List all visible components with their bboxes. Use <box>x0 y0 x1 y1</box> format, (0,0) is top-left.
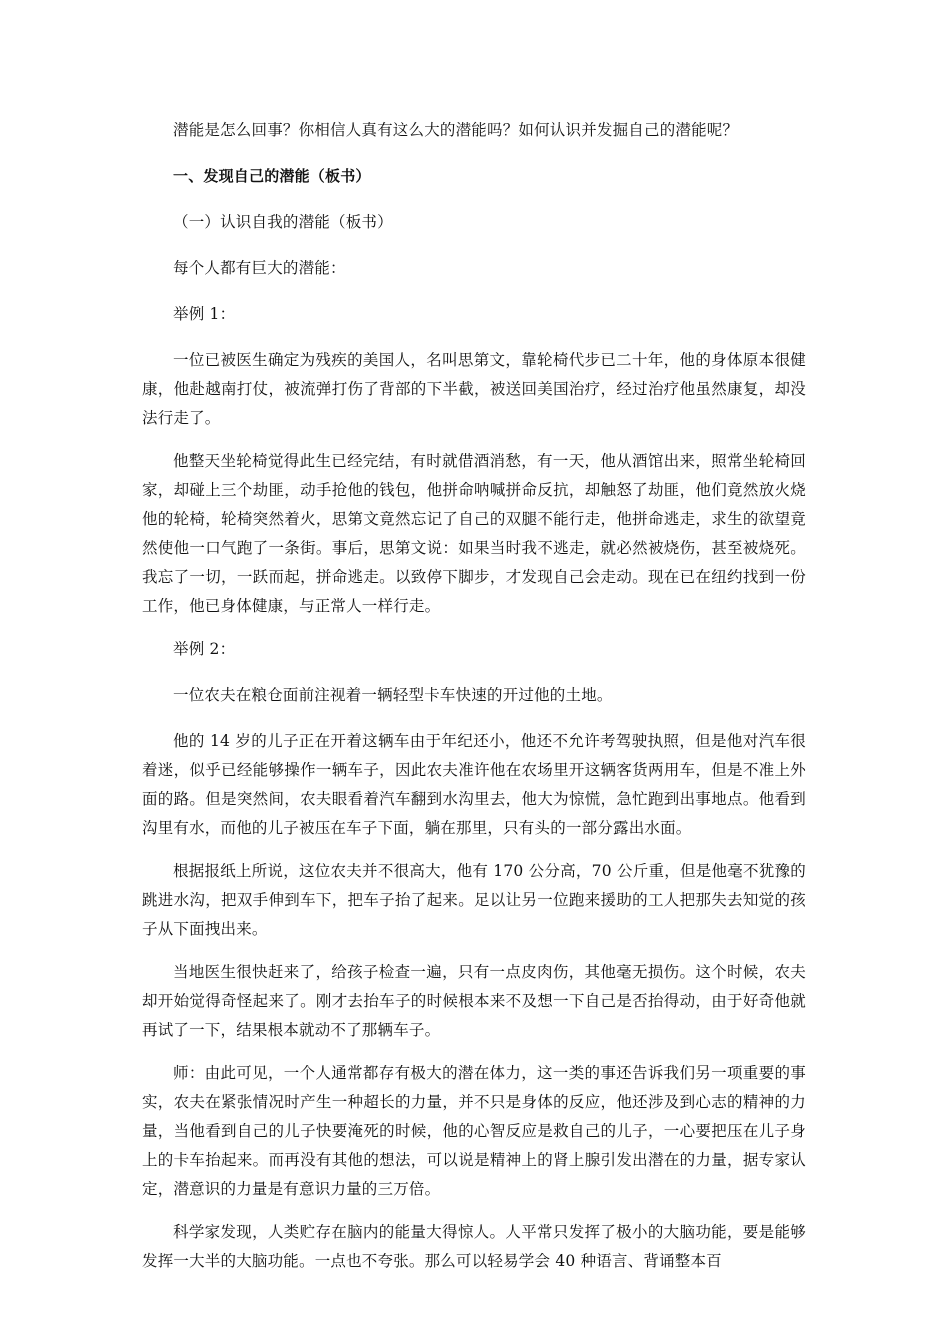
example-2-label: 举例 2： <box>173 640 236 658</box>
paragraph-potential-statement: 每个人都有巨大的潜能： <box>173 259 346 277</box>
subsection-heading: （一）认识自我的潜能（板书） <box>173 213 393 231</box>
paragraph-doctor-check: 当地医生很快赶来了，给孩子检查一遍，只有一点皮肉伤，其他毫无损伤。这个时候，农夫却开始觉得奇怪起来了。刚才去抬车子的时候根本来不及想一下自己是否抬得动，由于好奇他就再试了一下，结果根本就动不了那辆车子。 <box>142 963 806 1039</box>
paragraph-example-1-intro: 一位已被医生确定为残疾的美国人，名叫思第文，靠轮椅代步已二十年，他的身体原本很健康，他赴越南打仗，被流弹打伤了背部的下半截，被送回美国治疗，经过治疗他虽然康复，却没法行走了。 <box>142 351 806 427</box>
paragraph-example-2-intro: 一位农夫在粮仓面前注视着一辆轻型卡车快速的开过他的土地。 <box>173 686 613 704</box>
section-heading: 一、发现自己的潜能（板书） <box>173 167 371 185</box>
paragraph-teacher-summary: 师：由此可见，一个人通常都存有极大的潜在体力，这一类的事还告诉我们另一项重要的事实，农夫在紧张情况时产生一种超长的力量，并不只是身体的反应，他还涉及到心志的精神的力量，当他看到自己的儿子快要淹死的时候，他的心智反应是救自己的儿子，一心要把压在儿子身上的卡车抬起来。而再没有其他的想法，可以说是精神上的肾上腺引发出潜在的力量，据专家认定，潜意识的力量是有意识力量的三万倍。 <box>142 1064 806 1198</box>
document-body <box>142 116 806 1290</box>
intro-question: 潜能是怎么回事？你相信人真有这么大的潜能吗？如何认识并发掘自己的潜能呢？ <box>173 121 739 139</box>
paragraph-example-1-story: 他整天坐轮椅觉得此生已经完结，有时就借酒消愁，有一天，他从酒馆出来，照常坐轮椅回家，却碰上三个劫匪，动手抢他的钱包，他拼命呐喊拼命反抗，却触怒了劫匪，他们竟然放火烧他的轮椅，轮椅突然着火，思第文竟然忘记了自己的双腿不能行走，他拼命逃走，求生的欲望竟然使他一口气跑了一条街。事后，思第文说：如果当时我不逃走，就必然被烧伤，甚至被烧死。我忘了一切，一跃而起，拼命逃走。以致停下脚步，才发现自己会走动。现在已在纽约找到一份工作，他已身体健康，与正常人一样行走。 <box>142 452 806 615</box>
paragraph-newspaper-report: 根据报纸上所说，这位农夫并不很高大，他有 170 公分高，70 公斤重，但是他毫不犹豫的跳进水沟，把双手伸到车下，把车子抬了起来。足以让另一位跑来援助的工人把那失去知觉的孩子从下面拽出来。 <box>142 862 806 938</box>
paragraph-science-brain: 科学家发现，人类贮存在脑内的能量大得惊人。人平常只发挥了极小的大脑功能，要是能够发挥一大半的大脑功能。一点也不夸张。那么可以轻易学会 40 种语言、背诵整本百 <box>142 1223 806 1270</box>
example-1-label: 举例 1： <box>173 305 236 323</box>
paragraph-example-2-story: 他的 14 岁的儿子正在开着这辆车由于年纪还小，他还不允许考驾驶执照，但是他对汽车很着迷，似乎已经能够操作一辆车子，因此农夫准许他在农场里开这辆客货两用车，但是不准上外面的路。但是突然间，农夫眼看着汽车翻到水沟里去，他大为惊慌，急忙跑到出事地点。他看到沟里有水，而他的儿子被压在车子下面，躺在那里，只有头的一部分露出水面。 <box>142 732 806 837</box>
